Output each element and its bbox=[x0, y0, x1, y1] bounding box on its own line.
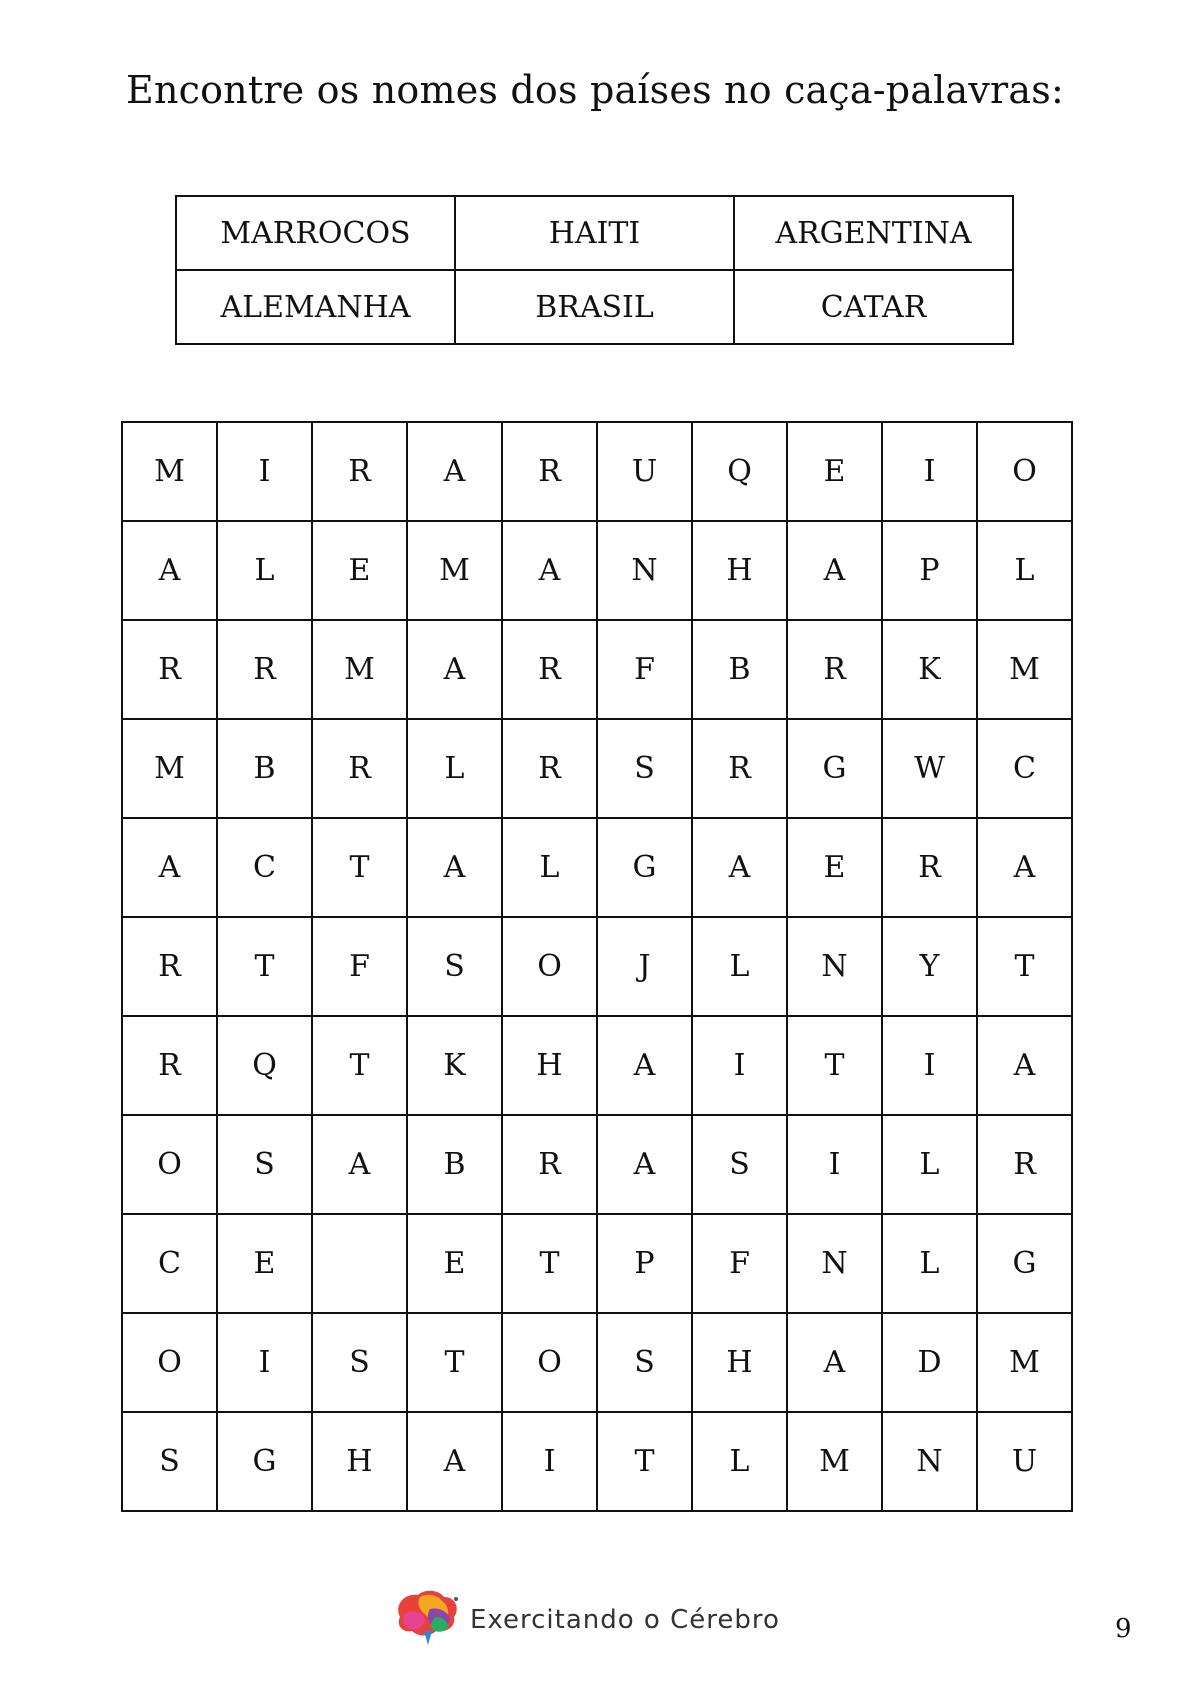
grid-row bbox=[122, 1016, 1072, 1115]
grid-cell: C bbox=[122, 1214, 217, 1313]
grid-cell: E bbox=[312, 521, 407, 620]
grid-cell: F bbox=[312, 917, 407, 1016]
grid-cell: N bbox=[882, 1412, 977, 1511]
grid-cell: T bbox=[312, 818, 407, 917]
grid-cell: R bbox=[122, 917, 217, 1016]
grid-cell: G bbox=[597, 818, 692, 917]
grid-cell: S bbox=[122, 1412, 217, 1511]
grid-cell: F bbox=[597, 620, 692, 719]
grid-cell: I bbox=[787, 1115, 882, 1214]
grid-cell: R bbox=[312, 422, 407, 521]
grid-cell: R bbox=[122, 1016, 217, 1115]
grid-cell: O bbox=[122, 1115, 217, 1214]
grid-cell: A bbox=[502, 521, 597, 620]
grid-cell: Q bbox=[217, 1016, 312, 1115]
grid-cell: E bbox=[787, 818, 882, 917]
grid-cell: K bbox=[882, 620, 977, 719]
grid-cell: D bbox=[882, 1313, 977, 1412]
word-list bbox=[175, 195, 1014, 345]
word-cell: ALEMANHA bbox=[176, 270, 455, 344]
word-cell: MARROCOS bbox=[176, 196, 455, 270]
grid-cell: R bbox=[977, 1115, 1072, 1214]
grid-cell: G bbox=[977, 1214, 1072, 1313]
grid-cell: T bbox=[787, 1016, 882, 1115]
grid-cell: I bbox=[692, 1016, 787, 1115]
grid-cell: N bbox=[787, 917, 882, 1016]
page-title: Encontre os nomes dos países no caça-palavras: bbox=[126, 68, 1064, 112]
grid-cell: R bbox=[312, 719, 407, 818]
grid-cell: M bbox=[787, 1412, 882, 1511]
grid-cell: M bbox=[122, 719, 217, 818]
grid-cell: A bbox=[597, 1016, 692, 1115]
grid-cell: A bbox=[787, 521, 882, 620]
grid-cell: I bbox=[882, 422, 977, 521]
grid-row bbox=[122, 422, 1072, 521]
grid-cell: L bbox=[882, 1214, 977, 1313]
grid-cell: R bbox=[122, 620, 217, 719]
grid-cell: L bbox=[502, 818, 597, 917]
grid-cell: A bbox=[312, 1115, 407, 1214]
grid-cell: S bbox=[217, 1115, 312, 1214]
grid-cell: N bbox=[787, 1214, 882, 1313]
page-number: 9 bbox=[1115, 1614, 1132, 1644]
grid-cell: S bbox=[597, 719, 692, 818]
grid-cell: S bbox=[312, 1313, 407, 1412]
grid-cell: L bbox=[977, 521, 1072, 620]
grid-cell: F bbox=[692, 1214, 787, 1313]
word-cell: HAITI bbox=[455, 196, 734, 270]
grid-cell: A bbox=[692, 818, 787, 917]
word-search-grid bbox=[121, 421, 1073, 1512]
grid-cell: M bbox=[407, 521, 502, 620]
grid-row bbox=[122, 917, 1072, 1016]
grid-cell: L bbox=[692, 917, 787, 1016]
grid-cell: I bbox=[217, 422, 312, 521]
grid-cell: T bbox=[312, 1016, 407, 1115]
grid-cell: T bbox=[977, 917, 1072, 1016]
word-cell: CATAR bbox=[734, 270, 1013, 344]
grid-cell: T bbox=[502, 1214, 597, 1313]
grid-cell: S bbox=[407, 917, 502, 1016]
grid-cell bbox=[312, 1214, 407, 1313]
grid-cell: S bbox=[692, 1115, 787, 1214]
grid-cell: B bbox=[407, 1115, 502, 1214]
grid-cell: I bbox=[502, 1412, 597, 1511]
grid-cell: I bbox=[882, 1016, 977, 1115]
brand-name: Exercitando o Cérebro bbox=[470, 1605, 780, 1635]
grid-cell: T bbox=[217, 917, 312, 1016]
grid-cell: R bbox=[502, 1115, 597, 1214]
grid-cell: L bbox=[882, 1115, 977, 1214]
grid-cell: A bbox=[787, 1313, 882, 1412]
grid-row bbox=[122, 719, 1072, 818]
grid-cell: L bbox=[407, 719, 502, 818]
grid-row bbox=[122, 1214, 1072, 1313]
word-row bbox=[176, 270, 1013, 344]
grid-cell: A bbox=[407, 620, 502, 719]
grid-row bbox=[122, 1412, 1072, 1511]
grid-cell: L bbox=[692, 1412, 787, 1511]
grid-cell: A bbox=[122, 521, 217, 620]
grid-cell: L bbox=[217, 521, 312, 620]
grid-cell: R bbox=[502, 620, 597, 719]
grid-cell: O bbox=[977, 422, 1072, 521]
grid-cell: R bbox=[502, 719, 597, 818]
grid-cell: U bbox=[977, 1412, 1072, 1511]
grid-cell: R bbox=[692, 719, 787, 818]
grid-cell: E bbox=[407, 1214, 502, 1313]
grid-cell: W bbox=[882, 719, 977, 818]
grid-cell: P bbox=[882, 521, 977, 620]
grid-cell: T bbox=[597, 1412, 692, 1511]
grid-cell: K bbox=[407, 1016, 502, 1115]
grid-cell: C bbox=[217, 818, 312, 917]
grid-cell: G bbox=[787, 719, 882, 818]
grid-cell: A bbox=[122, 818, 217, 917]
word-cell: BRASIL bbox=[455, 270, 734, 344]
grid-row bbox=[122, 1115, 1072, 1214]
grid-cell: H bbox=[692, 1313, 787, 1412]
grid-cell: G bbox=[217, 1412, 312, 1511]
grid-cell: M bbox=[312, 620, 407, 719]
grid-cell: S bbox=[597, 1313, 692, 1412]
grid-cell: B bbox=[692, 620, 787, 719]
grid-cell: U bbox=[597, 422, 692, 521]
grid-cell: C bbox=[977, 719, 1072, 818]
footer-logo bbox=[390, 1585, 780, 1655]
word-row bbox=[176, 196, 1013, 270]
grid-cell: O bbox=[122, 1313, 217, 1412]
grid-cell: E bbox=[217, 1214, 312, 1313]
grid-cell: B bbox=[217, 719, 312, 818]
grid-row bbox=[122, 521, 1072, 620]
grid-cell: O bbox=[502, 917, 597, 1016]
grid-cell: H bbox=[312, 1412, 407, 1511]
grid-cell: E bbox=[787, 422, 882, 521]
grid-cell: A bbox=[407, 818, 502, 917]
grid-row bbox=[122, 1313, 1072, 1412]
grid-cell: A bbox=[597, 1115, 692, 1214]
grid-cell: N bbox=[597, 521, 692, 620]
grid-cell: M bbox=[977, 620, 1072, 719]
grid-cell: R bbox=[882, 818, 977, 917]
grid-cell: A bbox=[977, 818, 1072, 917]
word-cell: ARGENTINA bbox=[734, 196, 1013, 270]
grid-cell: T bbox=[407, 1313, 502, 1412]
grid-cell: H bbox=[692, 521, 787, 620]
grid-cell: H bbox=[502, 1016, 597, 1115]
grid-cell: Y bbox=[882, 917, 977, 1016]
colorful-brain-icon bbox=[390, 1587, 462, 1653]
grid-cell: M bbox=[122, 422, 217, 521]
grid-cell: R bbox=[217, 620, 312, 719]
grid-cell: O bbox=[502, 1313, 597, 1412]
grid-row bbox=[122, 620, 1072, 719]
grid-cell: Q bbox=[692, 422, 787, 521]
grid-cell: R bbox=[502, 422, 597, 521]
grid-cell: R bbox=[787, 620, 882, 719]
grid-cell: P bbox=[597, 1214, 692, 1313]
grid-cell: M bbox=[977, 1313, 1072, 1412]
grid-cell: A bbox=[407, 422, 502, 521]
grid-cell: A bbox=[407, 1412, 502, 1511]
grid-cell: J bbox=[597, 917, 692, 1016]
grid-cell: I bbox=[217, 1313, 312, 1412]
grid-row bbox=[122, 818, 1072, 917]
grid-cell: A bbox=[977, 1016, 1072, 1115]
